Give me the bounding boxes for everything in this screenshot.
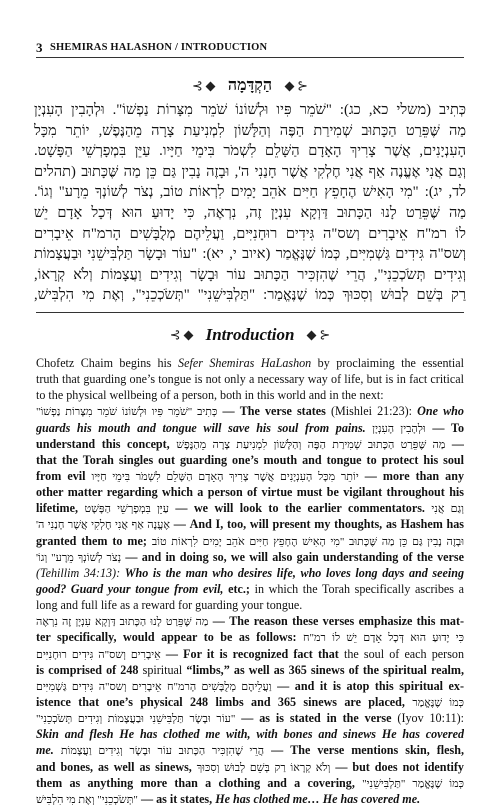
diamond-icon <box>307 330 317 340</box>
text-line: guards his mouth and tongue will save his soul from pains. וּלְהָבִין הָעִנְיָן — To <box>36 420 464 435</box>
english-section-title: Introduction <box>205 325 295 344</box>
text-line: "עוֹר וּבָשָׂר תַּלְבִּישֵׁנִי וּבַעֲצָמוֹת וְגִידִים תְּשֹׂכְכֵנִי" — as is stated in the verse (Iyov 10:11): <box>36 711 464 726</box>
text-line: "תְּשֹׂכְכֵנִי" וְאֶת מִי הִלְבִּישׁ — as it states, He has clothed me… He has covered me. <box>36 791 421 806</box>
section-divider <box>36 312 464 313</box>
left-flourish-icon: ⊰ <box>192 78 203 94</box>
hebrew-title-ornament <box>0 77 500 101</box>
text-line: is comprised of 248 spiritual “limbs,” as well as 365 sinews of the spiritual realm, <box>36 662 464 677</box>
text-line: lifetime, עַיֵּן בִּמְפָרְשֵׁי הַפָּשָׁט — we will look to the earlier commentators. וְגַם אֲנִי <box>36 501 464 516</box>
text-line: me. הֲרֵי שֶׁהִזְכִּיר הַכָּתוּב עוֹר וּבָשָׂר וְגִידִים וַעֲצָמוֹת — The verse mentions skin, flesh, <box>36 743 464 758</box>
text-line: that the Torah singles out guarding one’s mouth and tongue to protect his soul <box>36 452 464 467</box>
diamond-icon <box>285 81 295 91</box>
hebrew-line: וְגִידִים תְּשֹׂכְכֵנִי", הֲרֵי שֶׁהִזְכִּיר הַכָּתוּב עוֹר וּבָשָׂר וְגִידִים וַעֲצָמוֹת וְלֹא קְרָאוֹ, <box>34 266 466 283</box>
text-line: good? Guard your tongue from evil, etc.; in which the Torah specifically ascribes a <box>36 581 464 596</box>
hebrew-text-block <box>34 100 466 306</box>
hebrew-line: הָעִנְיָנִים, אֲשֶׁר צָרִיךְ הָאָדָם הַשָּׁלֵם לִשְׁמֹר בִּימֵי חַיָּיו. עַיֵּן בִּמְפָרְשֵׁי הַפָּשָׁט. <box>34 143 466 160</box>
text-line: נְצֹר לְשׁוֹנְךָ מֵרָע" וְגוֹ' — and in doing so, we will also gain understanding of the verse <box>36 549 464 564</box>
text-line: (Tehillim 34:13): Who is the man who desires life, who loves long days and seeing <box>36 565 464 580</box>
text-line: from evil יוֹתֵר מִכָּל הָעִנְיָנִים אֲשֶׁר צָרִיךְ הָאָדָם הַשָּׁלֵם לִשְׁמֹר בִּימֵי חַיָּיו — more than any <box>36 468 464 483</box>
text-line: long and full life as a reward for guarding your tongue. <box>36 598 303 613</box>
hebrew-line: לד, יג): "מִי הָאִישׁ הֶחָפֵץ חַיִּים אֹהֵב יָמִים לִרְאוֹת טוֹב, נְצֹר לְשׁוֹנְךָ מֵרָע" וְגוֹ'. <box>34 184 466 201</box>
diamond-icon <box>183 330 193 340</box>
diamond-icon <box>205 81 215 91</box>
text-line: אֶעֱנֶה אַף אֲנִי חֶלְקִי אֲשֶׁר חָנַנִי ה' — And I, too, will present my thoughts, as Hashem has <box>36 517 464 532</box>
hebrew-line: כְּתִיב (משלי כא, כג): "שֹׁמֵר פִּיו וּלְשׁוֹנוֹ שֹׁמֵר מִצָּרוֹת נַפְשׁוֹ". וּלְהָבִין הָעִנְיָן <box>34 102 466 118</box>
text-line: other matter regarding which a person of virtue must be vigilant throughout his <box>36 485 464 500</box>
hebrew-section-title: הַקְדָּמָה <box>227 77 273 95</box>
english-text-block <box>36 355 464 807</box>
hebrew-line: מַה שֶּׁפֵּרַט הַכָּתוּב שְׁמִירַת הַפֶּה וְהַלָּשׁוֹן לִמְנִיעַת צָרָה מֵהַנֶּפֶשׁ, יוֹתֵר מִכָּל <box>34 122 466 139</box>
english-title-ornament <box>0 325 500 349</box>
right-flourish-icon: ⊱ <box>319 327 331 342</box>
text-line: them as anything more than a clothing and a covering, כְּמוֹ שֶׁנֶּאֱמַר "תַּלְבִּישֵׁנִי" <box>36 775 464 790</box>
text-line: to the physical wellbeing of a person, both in this world and in the next: <box>36 388 384 403</box>
page-number: 3 <box>36 40 43 55</box>
text-line: Skin and flesh He has clothed me with, with bones and sinews He has covered <box>36 727 464 742</box>
text-line: understand this concept, מַה שֶּׁפֵּרַט הַכָּתוּב שְׁמִירַת הַפֶּה וְהַלָּשׁוֹן לִמְנִיעַת צָרָה מֵהַנֶּפֶשׁ — <box>36 436 464 451</box>
text-line: אֵיבָרִים וְשס"ה גִּידִים רוּחָנִיִּים — For it is recognized fact that the soul of each person <box>36 646 464 661</box>
text-line: וַעֲלֵיהֶם מְלֻבָּשִׁים הָרמ"ח אֵיבָרִים וְשס"ה גִּידִים גַּשְׁמִיִּים — and it is atop this spiritual ex- <box>36 678 464 693</box>
text-line: ter specifically, would appear to be as follows: כִּי יָדוּעַ הוּא דְּכָל אָדָם יֵשׁ לוֹ רמ"ח <box>36 630 464 645</box>
right-flourish-icon: ⊱ <box>297 78 308 94</box>
text-line: istence that one’s physical 248 limbs and 365 sinews are placed, כְּמוֹ שֶׁנֶּאֱמַר <box>36 694 464 709</box>
text-line: and bones, as well as sinews, וְלֹא קְרָאוֹ רַק בְּשֵׁם לְבוּשׁ וְסִכּוּךְ — but does not identify <box>36 759 464 774</box>
text-line: Chofetz Chaim begins his Sefer Shemiras HaLashon by proclaiming the essential <box>36 356 464 370</box>
hebrew-line: לוֹ רמ"ח אֵיבָרִים וְשס"ה גִּידִים רוּחָנִיִּים, וַעֲלֵיהֶם מְלֻבָּשִׁים הָרמ"ח אֵיבָרִים <box>34 225 466 242</box>
text-line: truth that guarding one’s tongue is not only a necessary way of life, but is in fact critical <box>36 372 464 387</box>
text-line: granted them to me; וּבָזֶה נָבִין גַּם כֵּן מַה שֶּׁכָּתוּב "מִי הָאִישׁ הֶחָפֵץ חַיִּים אֹהֵב יָמִים לִרְאוֹת טוֹב <box>36 533 464 548</box>
hebrew-line: וְגַם אֲנִי אֶעֱנֶה אַף אֲנִי חֶלְקִי אֲשֶׁר חָנַנִי ה', וּבָזֶה נָבִין גַּם כֵּן מַה שֶּׁכָּתוּב (תהלים <box>34 163 466 180</box>
hebrew-line: מַה שֶּׁפֵּרַט לָנוּ הַכָּתוּב דַּוְקָא עִנְיָן זֶה, נִרְאֶה, כִּי יָדוּעַ הוּא דְּכָל אָדָם יֵשׁ <box>34 204 466 221</box>
text-line: כְּתִיב "שֹׁמֵר פִּיו וּלְשׁוֹנוֹ שֹׁמֵר מִצָּרוֹת נַפְשׁוֹ" — The verse states (Mishlei 21:23): One who <box>36 404 464 419</box>
header-rule <box>36 57 464 58</box>
running-header <box>36 40 464 56</box>
running-title: SHEMIRAS HALASHON / INTRODUCTION <box>50 42 268 53</box>
hebrew-line: וְשס"ה גִּידִים גַּשְׁמִיִּים, כְּמוֹ שֶׁנֶּאֱמַר (איוב י, יא): "עוֹר וּבָשָׂר תַּלְבִּישֵׁנִי וּבַעֲצָמוֹת <box>34 246 466 263</box>
text-line: מַה שֶּׁפֵּרַט לָנוּ הַכָּתוּב דַּוְקָא עִנְיָן זֶה נִרְאֶה — The reason these verses emphasize this mat- <box>36 614 464 629</box>
left-flourish-icon: ⊰ <box>169 327 181 342</box>
hebrew-line: רַק בְּשֵׁם לְבוּשׁ וְסִכּוּךְ כְּמוֹ שֶׁנֶּאֱמַר: "תַּלְבִּישֵׁנִי" "תְּשֹׂכְכֵנִי", וְאֶת מִי הִלְבִּישׁ, <box>34 287 466 304</box>
